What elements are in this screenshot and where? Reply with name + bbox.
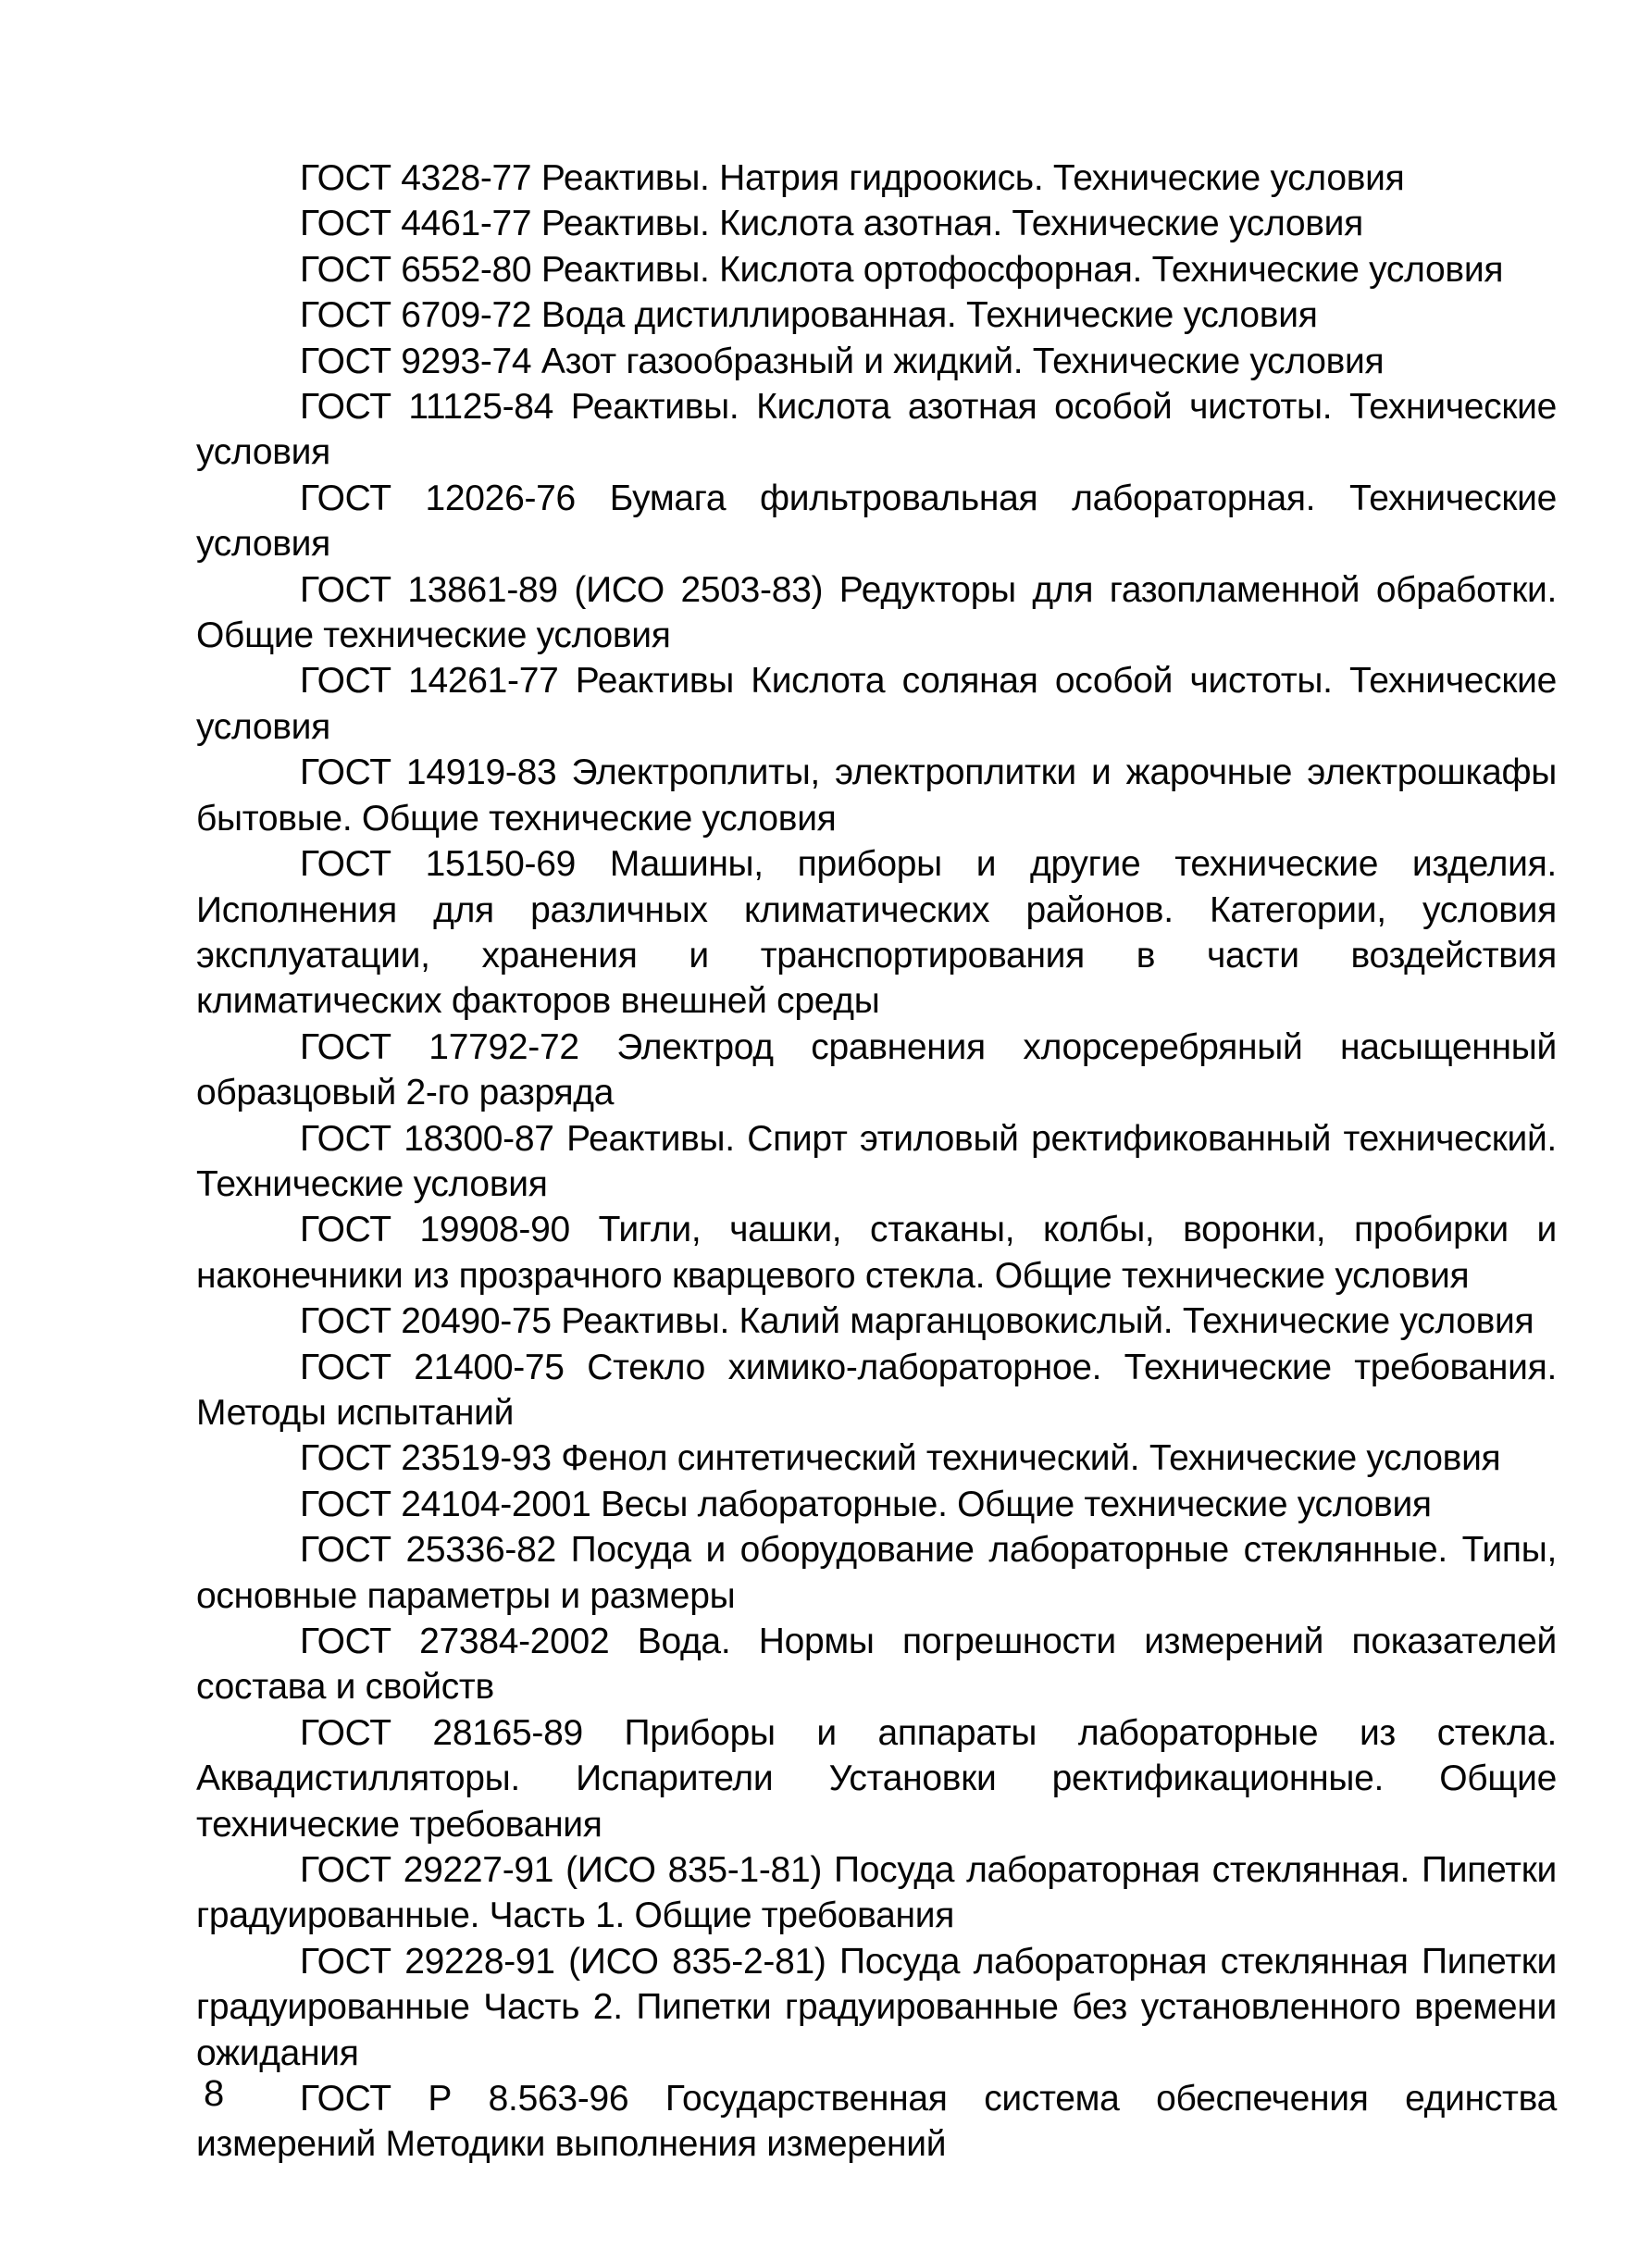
reference-item (196, 1025, 1557, 1116)
reference-title: Реактивы Кислота соляная особой чистоты. Технические условия (196, 661, 1557, 747)
reference-item (196, 1527, 1557, 1619)
reference-title: Реактивы. Натрия гидроокись. Технические условия (540, 158, 1405, 198)
reference-title: Реактивы. Кислота азотная особой чистоты. Технические условия (196, 387, 1557, 473)
reference-item (196, 201, 1557, 246)
reference-title: Приборы и аппараты лабораторные из стекла. Аквадистилляторы. Испарители Установки ректификационные. Общие технические требования (196, 1712, 1557, 1845)
reference-title: Бумага фильтровальная лабораторная. Технические условия (196, 478, 1557, 565)
reference-item (196, 841, 1557, 1025)
reference-item (196, 658, 1557, 750)
reference-code: ГОСТ 6552-80 (300, 249, 532, 290)
reference-code: ГОСТ 15150-69 (300, 844, 576, 885)
reference-code: ГОСТ 21400-75 (300, 1347, 565, 1387)
reference-code: ГОСТ 9293-74 (300, 341, 532, 381)
reference-title: Реактивы. Калий марганцовокислый. Технические условия (561, 1301, 1534, 1342)
reference-code: ГОСТ Р 8.563-96 (300, 2079, 629, 2119)
reference-code: ГОСТ 19908-90 (300, 1210, 570, 1250)
normative-references-list (196, 155, 1557, 2168)
reference-title: Редукторы для газопламенной обработки. Общие технические условия (196, 569, 1557, 656)
reference-item (196, 476, 1557, 567)
reference-item (196, 750, 1557, 841)
reference-code: ГОСТ 28165-89 (300, 1712, 583, 1753)
reference-item (196, 1207, 1557, 1299)
reference-code: ГОСТ 11125-84 (300, 387, 554, 428)
reference-item (196, 1116, 1557, 1208)
reference-title: Реактивы. Кислота азотная. Технические условия (540, 204, 1363, 244)
reference-code: ГОСТ 13861-89 (ИСО 2503-83) (300, 569, 824, 610)
reference-code: ГОСТ 29228-91 (ИСО 835-2-81) (300, 1941, 826, 1982)
reference-code: ГОСТ 29227-91 (ИСО 835-1-81) (300, 1850, 823, 1891)
reference-code: ГОСТ 4328-77 (300, 158, 532, 198)
reference-item (196, 1710, 1557, 1847)
reference-title: Электрод сравнения хлорсеребряный насыщенный образцовый 2-го разряда (196, 1026, 1557, 1113)
reference-item (196, 155, 1557, 201)
reference-code: ГОСТ 27384-2002 (300, 1622, 610, 1661)
reference-code: ГОСТ 17792-72 (300, 1026, 579, 1067)
reference-code: ГОСТ 18300-87 (300, 1118, 554, 1159)
reference-title: Фенол синтетический технический. Технические условия (561, 1438, 1501, 1479)
reference-item (196, 1482, 1557, 1527)
reference-item (196, 247, 1557, 292)
reference-code: ГОСТ 12026-76 (300, 478, 576, 518)
reference-item (196, 1847, 1557, 1939)
page-number: 8 (204, 2073, 225, 2114)
reference-title: Машины, приборы и другие технические изделия. Исполнения для различных климатических районов. Категории, условия эксплуатации, хранения и транспортирования в части воздействия климатических факторов внешней среды (196, 844, 1557, 1022)
reference-title: Реактивы. Спирт этиловый ректификованный технический. Технические условия (196, 1118, 1557, 1204)
reference-title: Вода. Нормы погрешности измерений показателей состава и свойств (196, 1622, 1557, 1708)
reference-item (196, 339, 1557, 384)
reference-item (196, 1436, 1557, 1481)
reference-item (196, 1619, 1557, 1710)
reference-code: ГОСТ 4461-77 (300, 204, 532, 244)
reference-code: ГОСТ 25336-82 (300, 1530, 556, 1571)
reference-item (196, 2076, 1557, 2168)
reference-code: ГОСТ 24104-2001 (300, 1484, 591, 1524)
reference-code: ГОСТ 14261-77 (300, 661, 559, 702)
reference-title: Государственная система обеспечения единства измерений Методики выполнения измерений (196, 2079, 1557, 2165)
reference-code: ГОСТ 20490-75 (300, 1301, 552, 1342)
reference-item (196, 567, 1557, 659)
reference-code: ГОСТ 6709-72 (300, 295, 532, 336)
reference-title: Стекло химико-лабораторное. Технические требования. Методы испытаний (196, 1347, 1557, 1433)
reference-title: Посуда и оборудование лабораторные стеклянные. Типы, основные параметры и размеры (196, 1530, 1557, 1616)
reference-item (196, 384, 1557, 476)
reference-item (196, 1345, 1557, 1436)
reference-item (196, 1299, 1557, 1344)
reference-title: Весы лабораторные. Общие технические условия (601, 1484, 1432, 1524)
reference-title: Реактивы. Кислота ортофосфорная. Технические условия (540, 249, 1504, 290)
reference-title: Посуда лабораторная стеклянная Пипетки градуированные Часть 2. Пипетки градуированные без установленного времени ожидания (196, 1941, 1557, 2073)
reference-title: Электроплиты, электроплитки и жарочные электрошкафы бытовые. Общие технические условия (196, 752, 1557, 839)
reference-code: ГОСТ 23519-93 (300, 1438, 552, 1479)
reference-title: Азот газообразный и жидкий. Технические условия (540, 341, 1385, 381)
reference-item (196, 292, 1557, 338)
reference-title: Посуда лабораторная стеклянная. Пипетки градуированные. Часть 1. Общие требования (196, 1850, 1557, 1936)
reference-title: Тигли, чашки, стаканы, колбы, воронки, пробирки и наконечники из прозрачного кварцевого стекла. Общие технические условия (196, 1210, 1557, 1296)
reference-item (196, 1939, 1557, 2076)
reference-title: Вода дистиллированная. Технические условия (540, 295, 1318, 336)
reference-code: ГОСТ 14919-83 (300, 752, 557, 793)
